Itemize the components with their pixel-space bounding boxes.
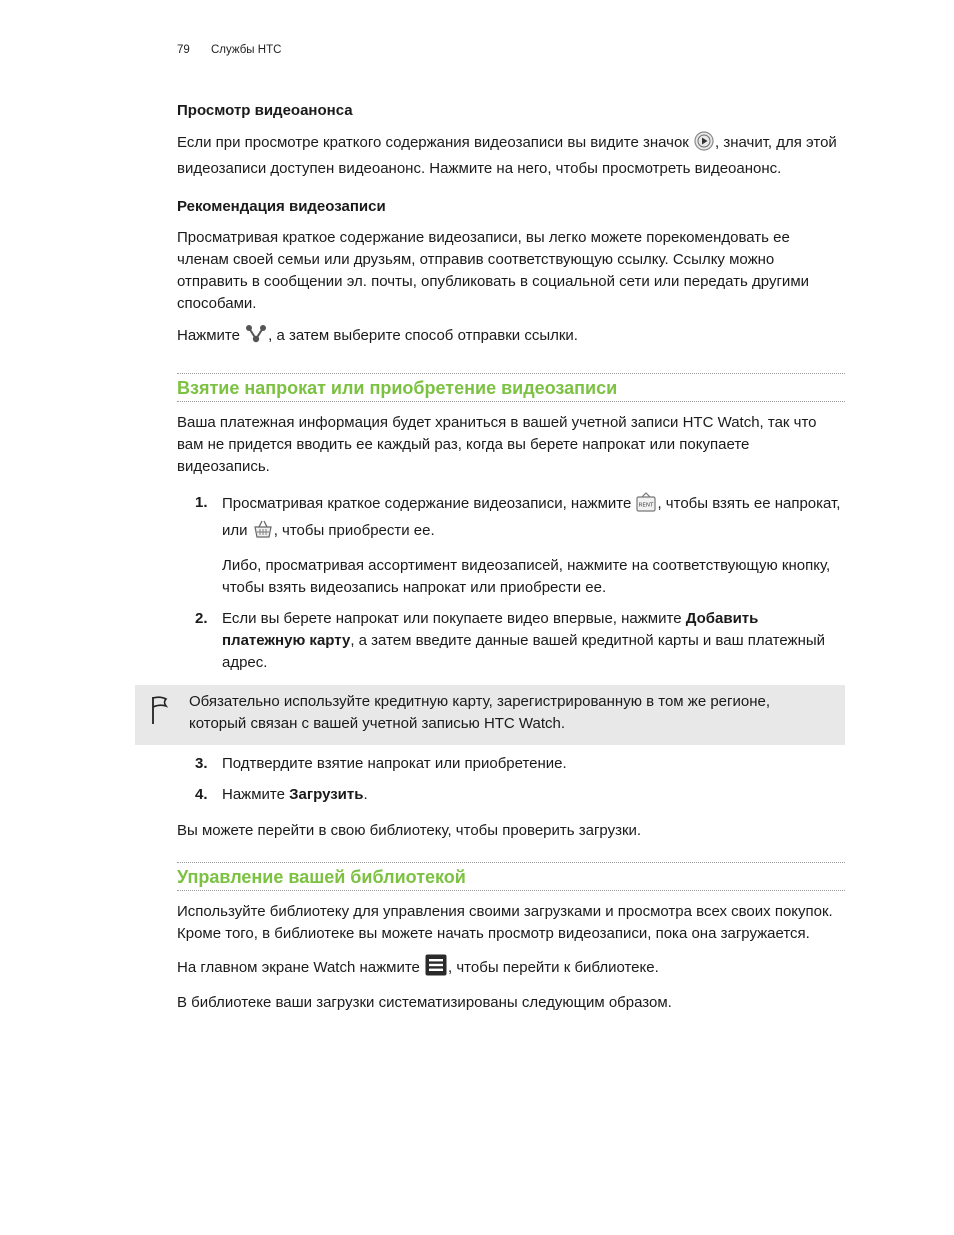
rent-intro: Ваша платежная информация будет храниться в вашей учетной записи HTC Watch, так что вам не придется вводить ее каждый раз, когда вы берете напрокат или покупаете видеозапись. <box>177 414 817 475</box>
trailer-heading: Просмотр видеоанонса <box>177 102 353 119</box>
library-organization: В библиотеке ваши загрузки систематизированы следующим образом. <box>177 994 672 1011</box>
step-4: 4. Нажмите Загрузить. <box>177 784 845 806</box>
step-1-alternative: Либо, просматривая ассортимент видеозаписей, нажмите на соответствующую кнопку, чтобы взять видеозапись напрокат или приобрести ее. <box>222 557 831 596</box>
add-card-label: Добавить платежную карту <box>222 610 759 649</box>
flag-icon <box>149 695 169 730</box>
menu-icon <box>425 954 447 983</box>
trailer-paragraph: Если при просмотре краткого содержания видеозаписи вы видите значок , значит, для этой видеозаписи доступен видеоанонс. Нажмите на него, чтобы просмотреть видеоанонс. <box>177 131 845 180</box>
rent-icon <box>636 492 656 519</box>
note-text: Обязательно используйте кредитную карту, зарегистрированную в том же регионе, который связан с вашей учетной записью HTC Watch. <box>189 693 771 732</box>
library-paragraph: Используйте библиотеку для управления своими загрузками и просмотра всех своих покупок. Кроме того, в библиотеке вы можете начать просмотр видеозаписи, пока она загружается. <box>177 903 833 942</box>
recommend-heading: Рекомендация видеозаписи <box>177 198 386 215</box>
share-icon <box>245 324 267 351</box>
note-box <box>135 685 845 745</box>
page-content <box>177 100 845 1014</box>
rent-steps-list-continued <box>177 753 845 806</box>
step-1: 1. Просматривая краткое содержание видеозаписи, нажмите RENT , чтобы взять ее напрокат, или , чтобы приобрести ее. Либо, просматривая ассортимент видеозаписей, нажмите на соответствующую кнопку, чтобы взять видеозапись напрокат или приобрести ее. <box>177 492 845 599</box>
page-number: 79 <box>177 44 190 56</box>
recommend-instruction: Нажмите , а затем выберите способ отправки ссылки. <box>177 324 845 351</box>
download-label: Загрузить <box>289 786 364 803</box>
recommend-paragraph: Просматривая краткое содержание видеозаписи, вы легко можете порекомендовать ее членам своей семьи или друзьям, отправив соответствующую ссылку. Ссылку можно отправить в сообщении эл. почты, опубликовать в социальной сети или передать другими способами. <box>177 229 810 312</box>
step-3: 3. Подтвердите взятие напрокат или приобретение. <box>177 753 845 775</box>
library-instruction: На главном экране Watch нажмите , чтобы перейти к библиотеке. <box>177 954 845 983</box>
rent-outro: Вы можете перейти в свою библиотеку, чтобы проверить загрузки. <box>177 822 642 839</box>
library-section-heading: Управление вашей библиотекой <box>177 862 845 891</box>
basket-icon <box>253 519 273 546</box>
play-icon <box>694 131 714 158</box>
step-2: 2. Если вы берете напрокат или покупаете видео впервые, нажмите Добавить платежную карту, а затем введите данные вашей кредитной карты и ваш платежный адрес. <box>195 610 826 671</box>
rent-steps-list <box>177 492 845 674</box>
page-header <box>177 44 281 56</box>
step-number: 2. <box>195 610 208 627</box>
step-number: 4. <box>195 786 208 803</box>
step-number: 3. <box>195 755 208 772</box>
svg-text:RENT: RENT <box>639 502 654 509</box>
rent-section-heading: Взятие напрокат или приобретение видеозаписи <box>177 373 845 402</box>
chapter-title: Службы HTC <box>211 44 282 56</box>
step-number: 1. <box>195 494 208 511</box>
